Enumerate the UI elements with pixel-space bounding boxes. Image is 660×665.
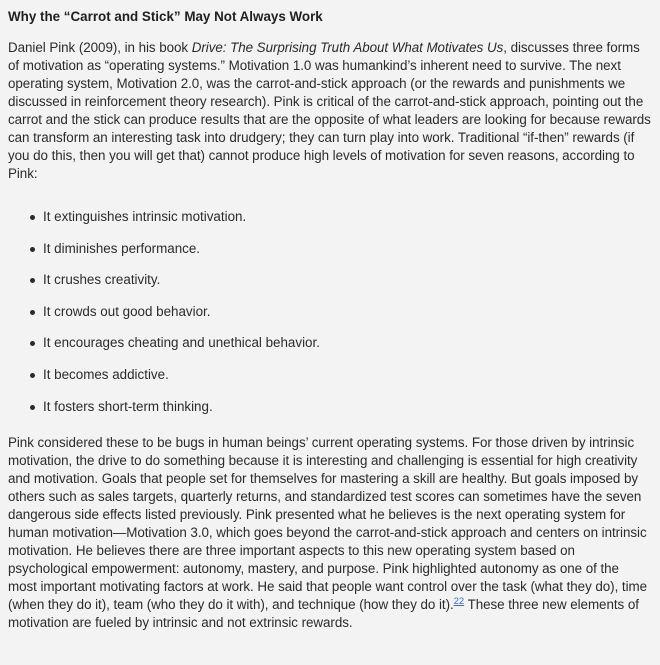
bullet-icon bbox=[30, 405, 35, 410]
list-item: It encourages cheating and unethical behavior. bbox=[8, 334, 651, 366]
bullet-icon bbox=[30, 215, 35, 220]
list-item: It diminishes performance. bbox=[8, 240, 651, 272]
book-title: Drive: The Surprising Truth About What Motivates Us bbox=[191, 40, 504, 55]
list-item: It crowds out good behavior. bbox=[8, 303, 651, 335]
bullet-icon bbox=[30, 278, 35, 283]
list-item: It extinguishes intrinsic motivation. bbox=[8, 208, 651, 240]
bullet-icon bbox=[30, 373, 35, 378]
bullet-icon bbox=[30, 310, 35, 315]
conclusion-text: Pink considered these to be bugs in human beings’ current operating systems. For those driven by intrinsic motivation, the drive to do something because it is interesting and challenging is essential for high creativity and motivation. Goals that people set for themselves for mastering a skill are healthy. But goals imposed by others such as sales targets, quarterly returns, and standardized test scores can sometimes have the seven dangerous side effects listed previously. Pink presented what he believes is the next operating system for human motivation—Motivation 3.0, which goes beyond the carrot-and-stick approach and centers on intrinsic motivation. He believes there are three important aspects to this new operating system based on psychological empowerment: autonomy, mastery, and purpose. Pink highlighted autonomy as one of the most important motivating factors at work. He said that people want control over the task (what they do), time (when they do it), team (who they do it with), and technique (how they do it). bbox=[8, 435, 648, 613]
bullet-icon bbox=[30, 247, 35, 252]
bullet-icon bbox=[30, 341, 35, 346]
conclusion-text-end: These three new elements of motivation are fueled by intrinsic and not extrinsic rewards. bbox=[8, 597, 639, 631]
intro-paragraph bbox=[8, 39, 651, 183]
list-item: It crushes creativity. bbox=[8, 271, 651, 303]
reasons-list bbox=[8, 208, 651, 429]
intro-text-start: Daniel Pink (2009), in his book bbox=[8, 40, 192, 55]
intro-text-end: , discusses three forms of motivation as “operating systems.” Motivation 1.0 was humankind’s inherent need to survive. The next operating system, Motivation 2.0, was the carrot-and-stick approach (or the rewards and punishments we discussed in reinforcement theory research). Pink is critical of the carrot-and-stick approach, pointing out the carrot and the stick can produce results that are the opposite of what leaders are looking for because rewards can transform an interesting task into drudgery; they can turn play into work. Traditional “if-then” rewards (if you do this, then you will get that) cannot produce high levels of motivation for seven reasons, according to Pink: bbox=[8, 40, 651, 181]
footnote-link[interactable]: 22 bbox=[453, 596, 465, 608]
section-heading: Why the “Carrot and Stick” May Not Always Work bbox=[8, 9, 323, 24]
list-item: It fosters short-term thinking. bbox=[8, 398, 651, 430]
list-item: It becomes addictive. bbox=[8, 366, 651, 398]
conclusion-paragraph bbox=[8, 434, 651, 632]
